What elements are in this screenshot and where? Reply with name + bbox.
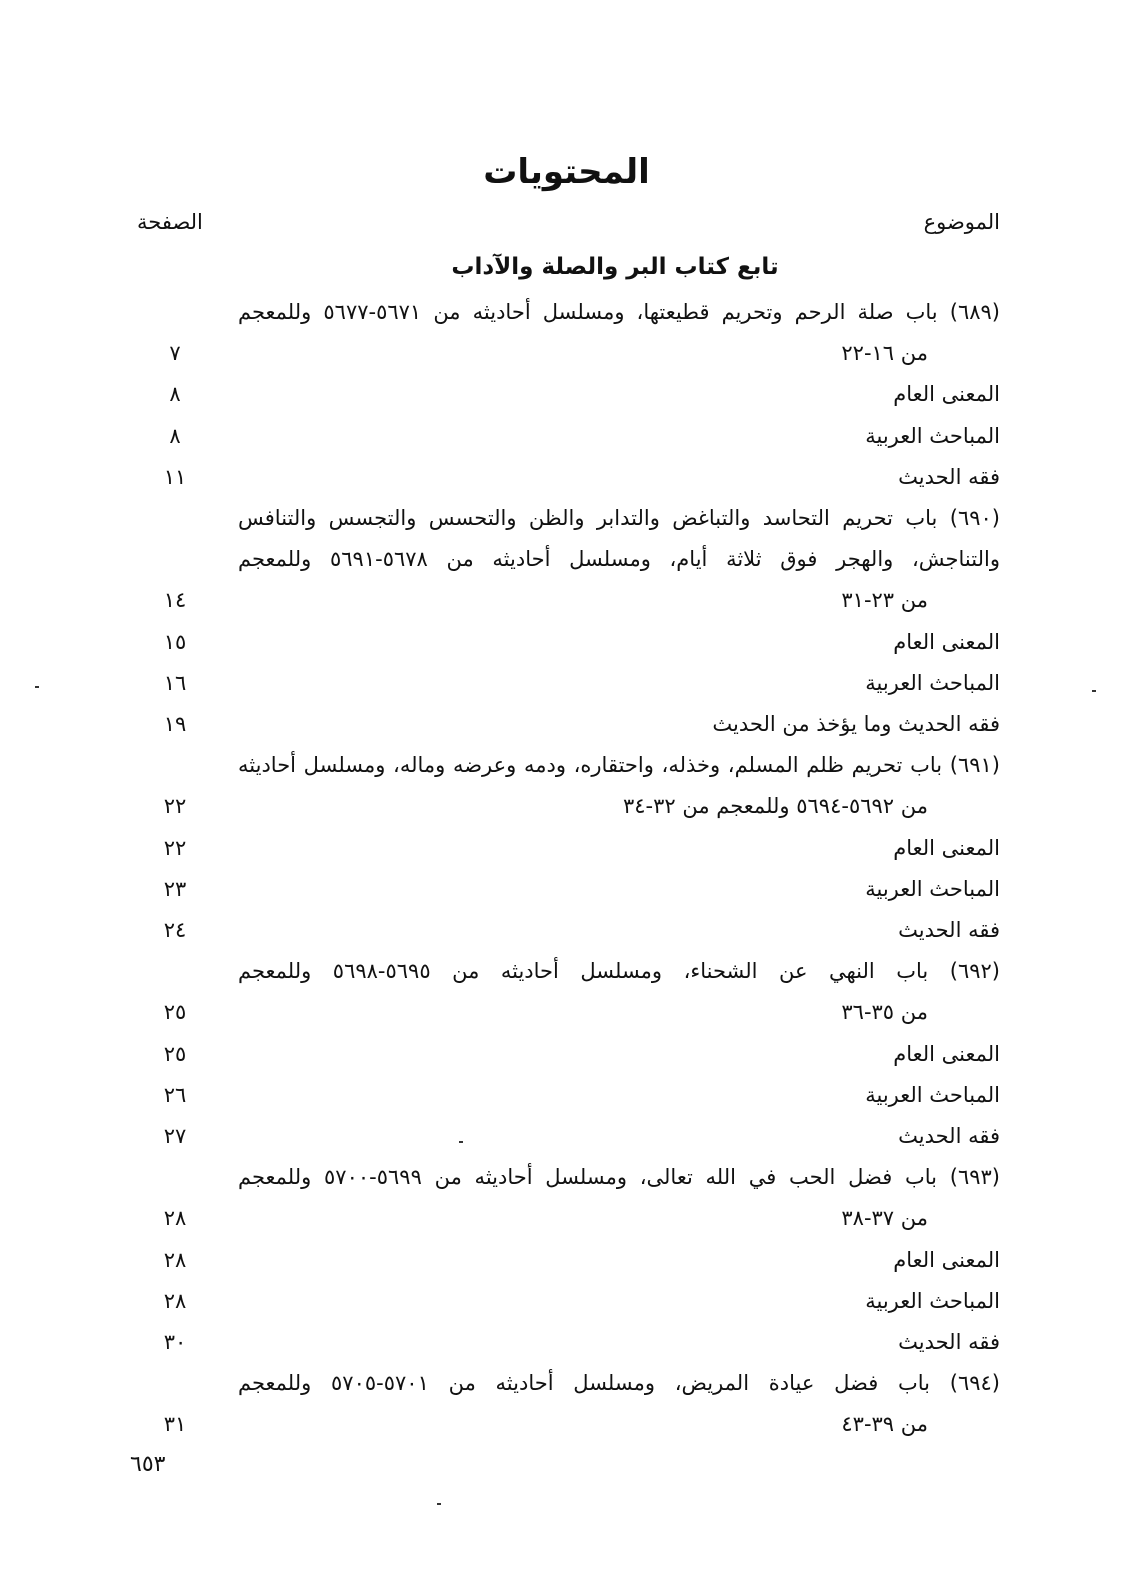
toc-page-number: ٢٥ [163, 1041, 187, 1066]
section-title: تابع كتاب البر والصلة والآداب [451, 254, 779, 280]
scan-speck [35, 686, 39, 688]
toc-entry-line: فقه الحديث [898, 1330, 1000, 1354]
toc-entry-line: المباحث العربية [865, 1082, 1000, 1107]
toc-entry-line: من ٥٦٩٢-٥٦٩٤ وللمعجم من ٣٢-٣٤ [622, 794, 928, 819]
toc-entry-line: من ٢٣-٣١ [841, 588, 928, 613]
toc-entry-line: فقه الحديث وما يؤخذ من الحديث [712, 712, 1000, 736]
scan-speck [1092, 690, 1096, 692]
scan-speck [459, 1141, 463, 1143]
toc-entry-line: المباحث العربية [865, 876, 1000, 901]
toc-page-number: ٣٠ [163, 1330, 187, 1354]
toc-page-number: ٧ [169, 341, 181, 366]
toc-entry-line: من ٣٥-٣٦ [841, 1000, 928, 1025]
toc-entry-line: المباحث العربية [865, 1288, 1000, 1313]
toc-page-number: ٢٨ [163, 1247, 187, 1272]
toc-entry-line: (٦٩٢) باب النهي عن الشحناء، ومسلسل أحاديثه من ٥٦٩٥-٥٦٩٨ وللمعجم [238, 959, 1000, 984]
toc-entry-line: من ١٦-٢٢ [841, 341, 928, 366]
toc-page-number: ٢٦ [163, 1082, 187, 1107]
toc-entry-line: المعنى العام [893, 1247, 1000, 1272]
toc-page-number: ٢٨ [163, 1206, 187, 1231]
toc-page-number: ٢٨ [163, 1288, 187, 1313]
toc-page-number: ٢٤ [163, 918, 187, 942]
toc-page-number: ١٥ [163, 629, 187, 654]
toc-page-number: ١٤ [163, 588, 187, 613]
toc-entry-line: فقه الحديث [898, 1124, 1000, 1148]
toc-entry-line: (٦٨٩) باب صلة الرحم وتحريم قطيعتها، ومسلسل أحاديثه من ٥٦٧١-٥٦٧٧ وللمعجم [238, 300, 1000, 324]
toc-entry-line: (٦٩٠) باب تحريم التحاسد والتباغض والتدابر والظن والتحسس والتجسس والتنافس [238, 506, 1000, 530]
toc-entry-line: المعنى العام [893, 629, 1000, 654]
toc-entry-line: المباحث العربية [865, 670, 1000, 695]
toc-page-number: ٣١ [163, 1412, 187, 1437]
toc-entry-line: المعنى العام [893, 1041, 1000, 1066]
toc-page-number: ٨ [169, 423, 181, 448]
toc-page-number: ٢٢ [163, 835, 187, 860]
toc-entry-line: من ٣٧-٣٨ [841, 1206, 928, 1231]
toc-entry-line: من ٣٩-٤٣ [841, 1412, 928, 1437]
toc-entry-line: المعنى العام [893, 835, 1000, 860]
toc-page-number: ٢٣ [163, 876, 187, 901]
toc-page-number: ١٦ [163, 670, 187, 695]
toc-entry-line: المعنى العام [893, 382, 1000, 407]
page-column-header: الصفحة [137, 210, 203, 234]
toc-page-number: ٨ [169, 382, 181, 407]
toc-page-number: ٢٢ [163, 794, 187, 819]
toc-page-number: ١٩ [163, 712, 187, 736]
toc-entry-line: (٦٩٣) باب فضل الحب في الله تعالى، ومسلسل أحاديثه من ٥٦٩٩-٥٧٠٠ وللمعجم [238, 1165, 1000, 1190]
page-number: ٦٥٣ [130, 1452, 166, 1477]
toc-entry-line: والتناجش، والهجر فوق ثلاثة أيام، ومسلسل أحاديثه من ٥٦٧٨-٥٦٩١ وللمعجم [238, 547, 1000, 572]
toc-entry-line: (٦٩١) باب تحريم ظلم المسلم، وخذله، واحتقاره، ودمه وعرضه وماله، ومسلسل أحاديثه [238, 753, 1000, 778]
scan-speck [437, 1503, 441, 1505]
toc-entry-line: فقه الحديث [898, 464, 1000, 489]
topic-column-header: الموضوع [923, 210, 1000, 234]
toc-page-number: ٢٥ [163, 1000, 187, 1025]
toc-entry-line: (٦٩٤) باب فضل عيادة المريض، ومسلسل أحاديثه من ٥٧٠١-٥٧٠٥ وللمعجم [238, 1371, 1000, 1396]
toc-page-number: ٢٧ [163, 1124, 187, 1148]
toc-page-number: ١١ [163, 464, 187, 489]
toc-entry-line: فقه الحديث [898, 918, 1000, 942]
page-title: المحتويات [483, 152, 650, 192]
toc-entry-line: المباحث العربية [865, 423, 1000, 448]
